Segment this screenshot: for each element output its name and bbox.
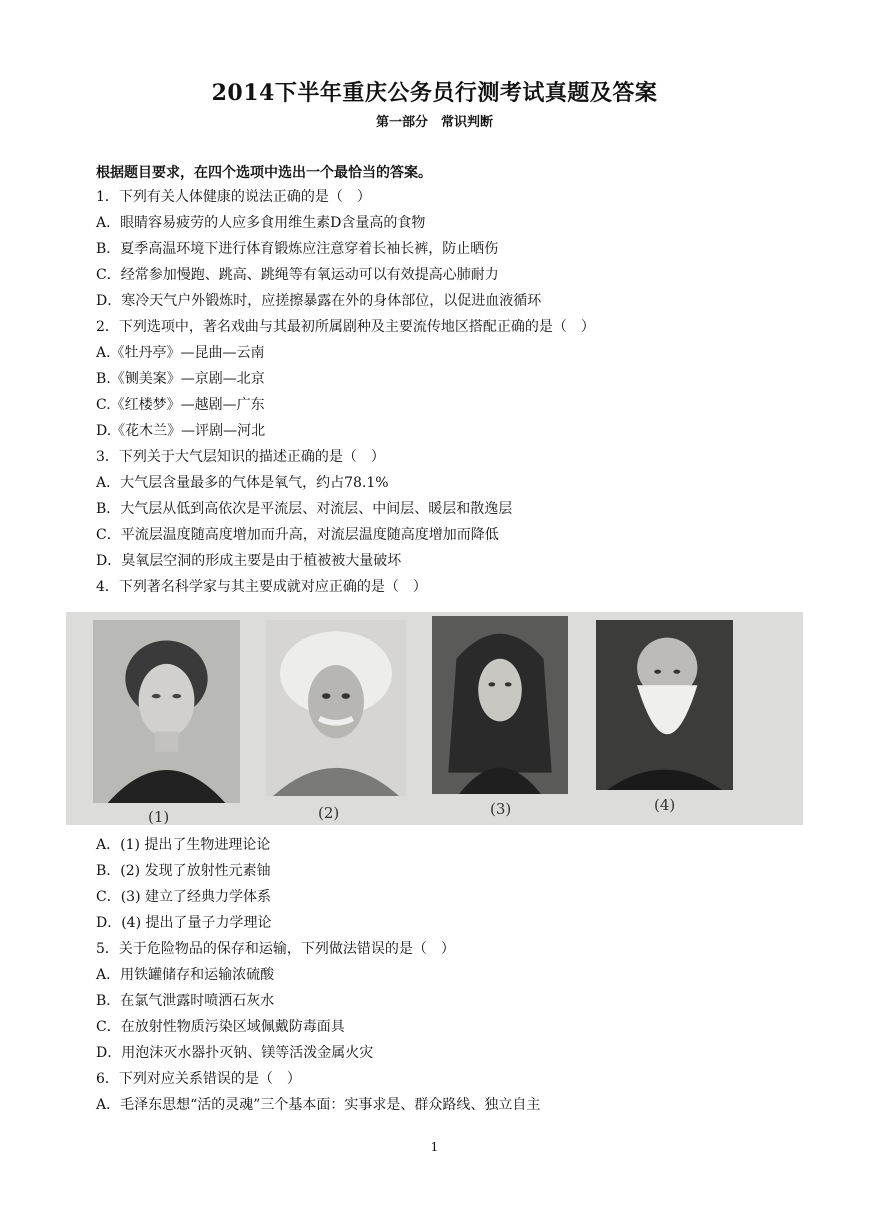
question-line: 6．下列对应关系错误的是（ ） <box>96 1071 301 1087</box>
option-line: A．大气层含量最多的气体是氧气，约占78.1% <box>96 475 389 491</box>
document-title: 2014下半年重庆公务员行测考试真题及答案 <box>211 80 658 106</box>
photo-label-1: (1) <box>148 808 170 826</box>
option-line: B．大气层从低到高依次是平流层、对流层、中间层、暖层和散逸层 <box>96 501 513 517</box>
section-heading: 第一部分 常识判断 <box>375 115 493 130</box>
scientist-photo-2 <box>266 620 406 796</box>
question-line: 2．下列选项中，著名戏曲与其最初所属剧种及主要流传地区搭配正确的是（ ） <box>96 319 595 335</box>
option-line: C．平流层温度随高度增加而升高，对流层温度随高度增加而降低 <box>96 527 499 543</box>
option-line: A.《牡丹亭》—昆曲—云南 <box>96 345 265 361</box>
option-line: A．(1) 提出了生物进理论论 <box>96 837 271 853</box>
option-line: D．用泡沫灭水器扑灭钠、镁等活泼金属火灾 <box>96 1045 374 1061</box>
option-line: B．(2) 发现了放射性元素铀 <box>96 863 271 879</box>
question-line: 3．下列关于大气层知识的描述正确的是（ ） <box>96 449 385 465</box>
option-line: A．用铁罐储存和运输浓硫酸 <box>96 967 275 983</box>
scientist-photos <box>66 612 803 825</box>
option-line: C．经常参加慢跑、跳高、跳绳等有氧运动可以有效提高心肺耐力 <box>96 267 499 283</box>
option-line: B.《铡美案》—京剧—北京 <box>96 371 265 387</box>
question-line: 5．关于危险物品的保存和运输，下列做法错误的是（ ） <box>96 941 455 957</box>
question-line: 1．下列有关人体健康的说法正确的是（ ） <box>96 189 371 205</box>
option-line: C．(3) 建立了经典力学体系 <box>96 889 271 905</box>
option-line: A．眼睛容易疲劳的人应多食用维生素D含量高的食物 <box>96 215 426 231</box>
option-line: C.《红楼梦》—越剧—广东 <box>96 397 265 413</box>
question-block-1 <box>96 184 816 600</box>
option-line: C．在放射性物质污染区域佩戴防毒面具 <box>96 1019 345 1035</box>
instruction-text: 根据题目要求，在四个选项中选出一个最恰当的答案。 <box>96 165 432 181</box>
option-line: D．臭氧层空洞的形成主要是由于植被被大量破坏 <box>96 553 402 569</box>
option-line: D．寒冷天气户外锻炼时，应搓擦暴露在外的身体部位，以促进血液循环 <box>96 293 542 309</box>
scientist-photo-1 <box>93 620 240 803</box>
option-line: B．夏季高温环境下进行体育锻炼应注意穿着长袖长裤，防止晒伤 <box>96 241 499 257</box>
question-block-2 <box>96 832 816 1118</box>
option-line: D．(4) 提出了量子力学理论 <box>96 915 272 931</box>
question-line: 4．下列著名科学家与其主要成就对应正确的是（ ） <box>96 579 427 595</box>
option-line: A．毛泽东思想“活的灵魂”三个基本面：实事求是、群众路线、独立自主 <box>96 1097 541 1113</box>
photo-label-4: (4) <box>654 796 676 814</box>
photo-label-2: (2) <box>318 804 340 822</box>
option-line: D.《花木兰》—评剧—河北 <box>96 423 266 439</box>
option-line: B．在氯气泄露时喷洒石灰水 <box>96 993 275 1009</box>
scientist-photo-4 <box>596 620 733 790</box>
scientist-photo-3 <box>432 616 568 794</box>
page-number: 1 <box>430 1140 439 1154</box>
photo-label-3: (3) <box>490 800 512 818</box>
